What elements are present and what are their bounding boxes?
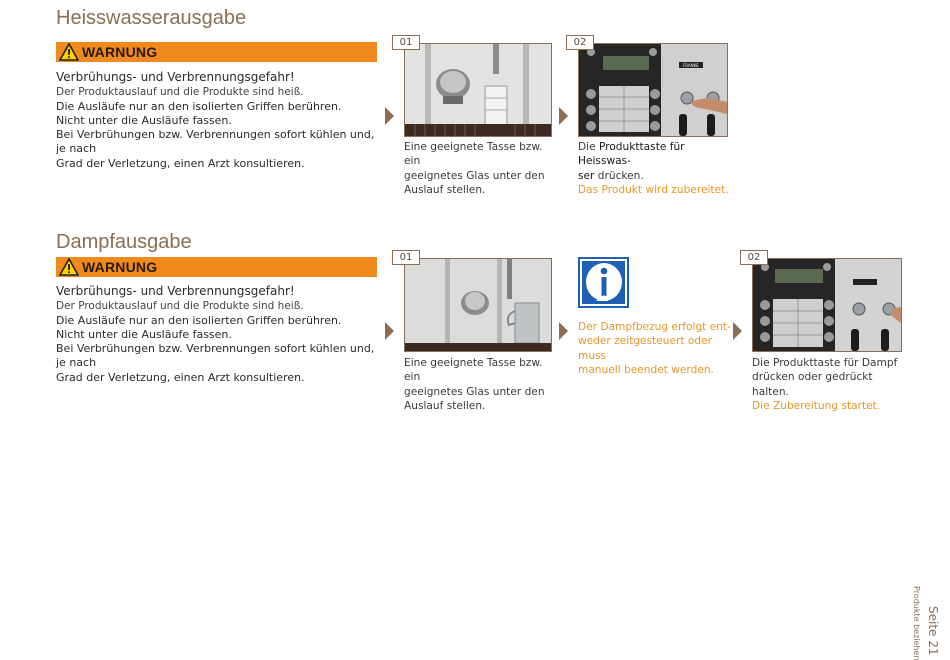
info-line: weder zeitgesteuert oder muss xyxy=(578,335,712,362)
step-photo xyxy=(578,43,728,137)
step-number: 02 xyxy=(740,250,768,265)
caption-line: Die Produkttaste für Dampf xyxy=(752,357,898,369)
step-1 xyxy=(392,35,552,137)
warning-line: Nicht unter die Ausläufe fassen. xyxy=(56,327,232,341)
warning-label: WARNUNG xyxy=(82,44,158,60)
caption-line: Auslauf stellen. xyxy=(404,400,486,413)
steam-outlet-photo xyxy=(405,259,551,351)
warning-line: Die Ausläufe nur an den isolierten Griffen berühren. xyxy=(56,99,342,113)
caption-prefix: Die xyxy=(578,141,599,153)
warning-line: Grad der Verletzung, einen Arzt konsultieren. xyxy=(56,370,305,384)
info-text xyxy=(578,320,738,378)
info-icon xyxy=(578,257,629,308)
chapter-label: Produkte beziehen xyxy=(912,586,921,660)
warning-heading: Verbrühungs- und Verbrennungsgefahr! xyxy=(56,70,295,84)
caption-rest: drücken. xyxy=(594,169,644,182)
warning-line: Nicht unter die Ausläufe fassen. xyxy=(56,113,232,127)
step-number: 01 xyxy=(392,35,420,50)
step-photo xyxy=(752,258,902,352)
step-2 xyxy=(566,35,728,137)
warning-bar xyxy=(56,257,377,277)
step-caption xyxy=(404,356,554,414)
caption-line: Eine geeignete Tasse bzw. ein xyxy=(404,357,543,384)
step-photo xyxy=(404,258,552,352)
page-number: Seite 21 xyxy=(926,606,940,656)
info-line: manuell beendet werden. xyxy=(578,364,714,377)
caption-result: Das Produkt wird zubereitet. xyxy=(578,184,729,197)
step-caption xyxy=(404,140,554,198)
warning-line: Bei Verbrühungen bzw. Verbrennungen sofort kühlen und, je nach xyxy=(56,128,375,156)
section-title-hot-water: Heisswasserausgabe xyxy=(56,7,247,29)
warning-text xyxy=(56,70,386,171)
info-line: Der Dampfbezug erfolgt ent- xyxy=(578,321,731,333)
warning-text xyxy=(56,284,386,385)
warning-bar xyxy=(56,42,377,62)
panel-brand: FRANKE xyxy=(683,63,699,68)
warning-label: WARNUNG xyxy=(82,259,158,275)
step-arrow xyxy=(559,322,568,340)
caption-line: drücken oder gedrückt halten. xyxy=(752,371,873,398)
caption-emphasis: ser xyxy=(578,169,595,182)
warning-line: Grad der Verletzung, einen Arzt konsultieren. xyxy=(56,156,305,170)
control-panel-photo xyxy=(579,44,727,136)
caption-line: geeignetes Glas unter den xyxy=(404,385,545,398)
step-caption xyxy=(578,140,738,198)
caption-line xyxy=(578,140,738,169)
step-1 xyxy=(392,250,552,352)
caption-result: Die Zubereitung startet. xyxy=(752,400,881,413)
caption-line: geeignetes Glas unter den xyxy=(404,169,545,182)
control-panel-photo xyxy=(753,259,901,351)
step-number: 02 xyxy=(566,35,594,50)
warning-icon xyxy=(59,258,79,276)
step-caption xyxy=(752,356,912,414)
step-number: 01 xyxy=(392,250,420,265)
warning-line: Bei Verbrühungen bzw. Verbrennungen sofort kühlen und, je nach xyxy=(56,342,375,370)
warning-line: Die Ausläufe nur an den isolierten Griffen berühren. xyxy=(56,313,342,327)
caption-emphasis: Produkttaste für Heisswas- xyxy=(578,141,685,168)
warning-icon xyxy=(59,43,79,61)
section-title-steam: Dampfausgabe xyxy=(56,231,192,253)
warning-line: Der Produktauslauf und die Produkte sind heiß. xyxy=(56,300,304,313)
step-photo xyxy=(404,43,552,137)
caption-line: Eine geeignete Tasse bzw. ein xyxy=(404,141,543,168)
warning-line: Der Produktauslauf und die Produkte sind heiß. xyxy=(56,86,304,99)
caption-line: Auslauf stellen. xyxy=(404,184,486,197)
warning-heading: Verbrühungs- und Verbrennungsgefahr! xyxy=(56,284,295,298)
step-2 xyxy=(740,250,902,352)
caption-line xyxy=(578,169,738,183)
hot-water-outlet-photo xyxy=(405,44,551,136)
